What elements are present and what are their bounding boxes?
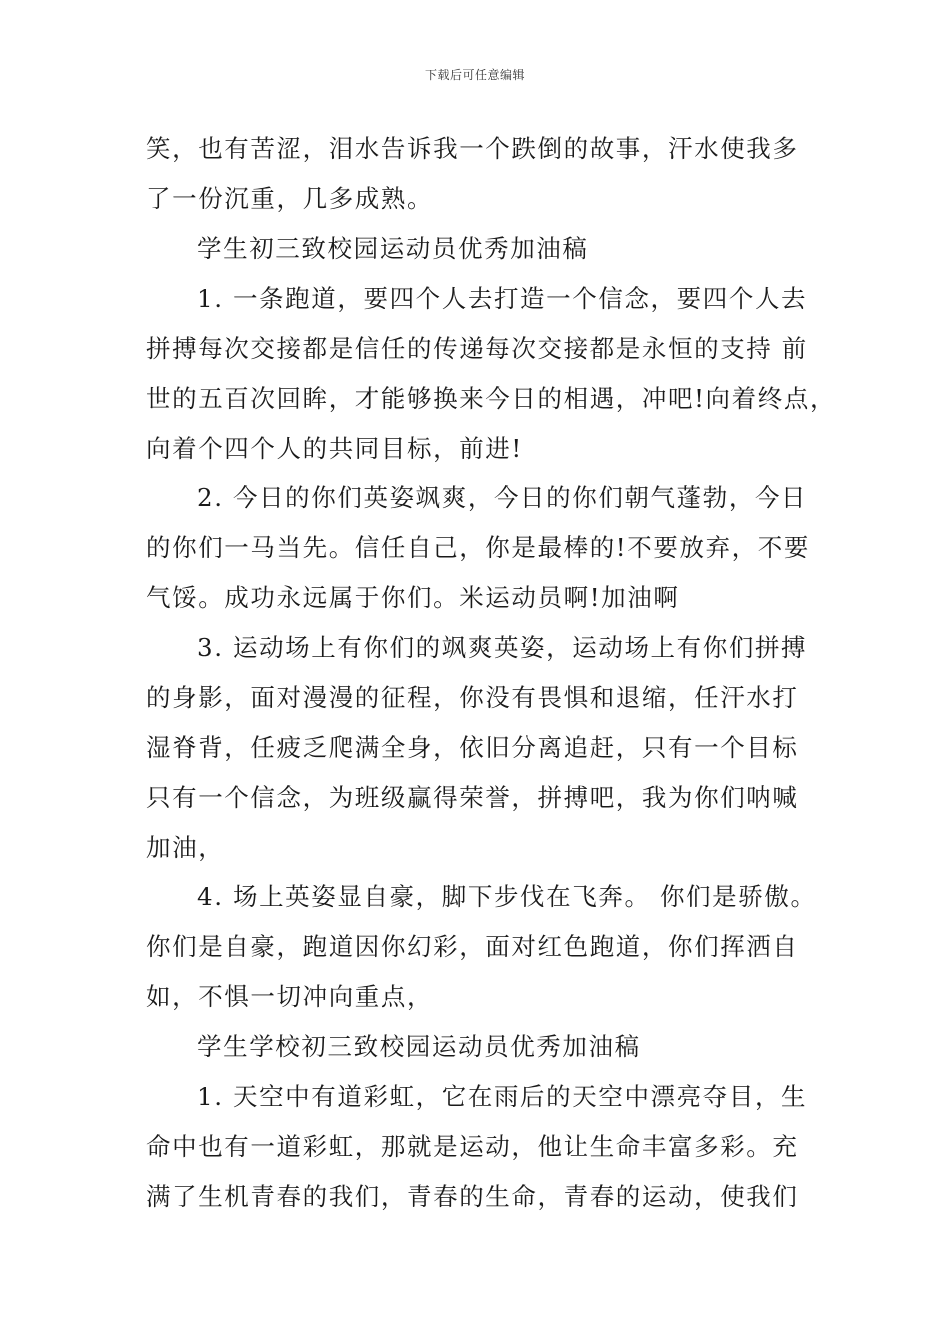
text-line: 如，不惧一切冲向重点， bbox=[146, 982, 434, 1011]
text-line: 向着个四个人的共同目标，前进! bbox=[146, 434, 523, 463]
page-header: 下载后可任意编辑 bbox=[424, 68, 525, 82]
text-line: 只有一个信念，为班级赢得荣誉，拼搏吧，我为你们呐喊 bbox=[146, 783, 799, 812]
text-line: 你们是自豪，跑道因你幻彩，面对红色跑道，你们挥洒自 bbox=[146, 932, 799, 961]
text-line: 的身影，面对漫漫的征程，你没有畏惧和退缩，任汗水打 bbox=[146, 683, 799, 712]
text-line: 命中也有一道彩虹，那就是运动，他让生命丰富多彩。充 bbox=[146, 1132, 799, 1161]
text-line: 加油， bbox=[146, 833, 225, 862]
text-line: 4. 场上英姿显自豪，脚下步伐在飞奔。 你们是骄傲。 bbox=[197, 882, 817, 911]
text-line: 拼搏每次交接都是信任的传递每次交接都是永恒的支持 前 bbox=[146, 334, 808, 363]
text-line: 湿脊背，任疲乏爬满全身，依旧分离追赶，只有一个目标 bbox=[146, 733, 799, 762]
text-line: 世的五百次回眸，才能够换来今日的相遇，冲吧!向着终点， bbox=[146, 384, 837, 413]
text-line: 2. 今日的你们英姿飒爽，今日的你们朝气蓬勃，今日 bbox=[197, 483, 808, 512]
section-heading: 学生初三致校园运动员优秀加油稿 bbox=[197, 234, 589, 263]
text-line: 的你们一马当先。信任自己，你是最棒的!不要放弃，不要 bbox=[146, 533, 810, 562]
text-line: 了一份沉重，几多成熟。 bbox=[146, 184, 434, 213]
section-heading: 学生学校初三致校园运动员优秀加油稿 bbox=[197, 1032, 641, 1061]
text-line: 气馁。成功永远属于你们。米运动员啊!加油啊 bbox=[146, 583, 680, 612]
text-line: 满了生机青春的我们，青春的生命，青春的运动，使我们 bbox=[146, 1182, 799, 1211]
text-line: 1. 天空中有道彩虹，它在雨后的天空中漂亮夺目，生 bbox=[197, 1082, 808, 1111]
text-line: 1. 一条跑道，要四个人去打造一个信念，要四个人去 bbox=[197, 284, 808, 313]
text-line: 3. 运动场上有你们的飒爽英姿，运动场上有你们拼搏 bbox=[197, 633, 808, 662]
text-line: 笑，也有苦涩，泪水告诉我一个跌倒的故事，汗水使我多 bbox=[146, 134, 799, 163]
